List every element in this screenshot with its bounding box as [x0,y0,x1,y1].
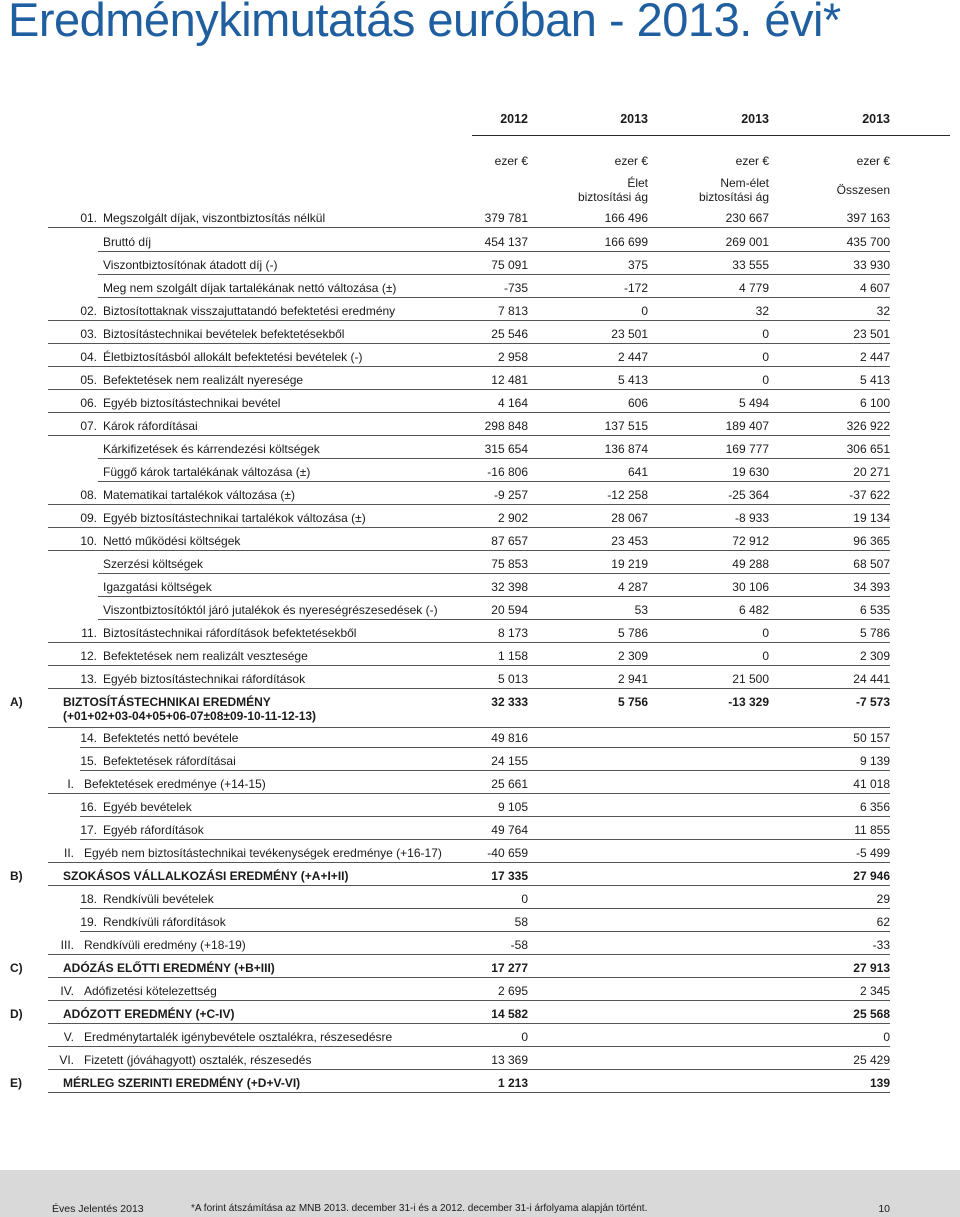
row-value: 34 393 [853,580,890,594]
row-code: 08. [80,488,97,502]
row-value: -735 [503,281,528,295]
row-code: 05. [80,373,97,387]
row-code: 09. [80,511,97,525]
table-row [0,646,960,666]
table-row [0,600,960,620]
col-header-line: Nem-élet [720,176,769,190]
row-label: Egyéb biztosítástechnikai tartalékok változása (±) [103,511,366,525]
table-row [0,416,960,436]
table-row [0,347,960,367]
row-value: 12 481 [491,373,528,387]
row-code: C) [10,961,23,975]
table-row [0,912,960,932]
row-divider [48,665,890,666]
row-value: 29 [876,892,890,906]
row-value: 326 922 [846,419,890,433]
row-value: 14 582 [491,1007,528,1021]
page-title: Eredménykimutatás euróban - 2013. évi* [8,0,841,46]
col-header-nonlife [649,176,769,204]
row-value: 0 [762,373,769,387]
table-row [0,324,960,344]
table-row [0,531,960,551]
row-code: D) [10,1007,23,1021]
row-label: Biztosítástechnikai bevételek befektetésekből [103,327,345,341]
row-value: 0 [762,327,769,341]
table-row [0,439,960,459]
row-divider [48,642,890,643]
row-value: 27 913 [853,961,890,975]
row-label: Egyéb ráfordítások [103,823,204,837]
row-divider [48,527,890,528]
row-code: 15. [80,754,97,768]
table-row [0,751,960,771]
table-row [0,820,960,840]
row-label: Meg nem szolgált díjak tartalékának nettó változása (±) [103,281,397,295]
row-label: Befektetések nem realizált nyeresége [103,373,304,387]
row-divider [98,619,890,620]
row-code: 03. [80,327,97,341]
row-divider [98,251,890,252]
unit-col-1: ezer € [494,154,528,168]
row-label: Rendkívüli bevételek [103,892,214,906]
unit-col-2: ezer € [614,154,648,168]
table-row [0,278,960,298]
row-divider [48,412,890,413]
row-label: Életbiztosításból allokált befektetési bevételek (-) [103,350,363,364]
row-value: 298 848 [484,419,528,433]
row-value: 49 816 [491,731,528,745]
row-value: 269 001 [725,235,769,249]
row-divider [80,770,890,771]
row-code: 04. [80,350,97,364]
table-row [0,935,960,955]
row-value: 23 453 [611,534,648,548]
table-row [0,843,960,863]
row-value: 24 441 [853,672,890,686]
row-value: 1 158 [497,649,528,663]
row-divider [80,931,890,932]
row-value: 23 501 [611,327,648,341]
row-divider [98,481,890,482]
row-value: 49 288 [732,557,769,571]
row-divider [48,977,890,978]
row-value: 2 447 [617,350,648,364]
row-value: 5 756 [617,695,648,709]
row-label: Viszontbiztosítóktól járó jutalékok és nyereségrészesedések (-) [103,603,438,617]
row-value: 6 482 [738,603,769,617]
row-value: 33 555 [732,258,769,272]
row-code: E) [10,1076,22,1090]
row-label: Adófizetési kötelezettség [84,984,217,998]
row-value: 41 018 [853,777,890,791]
row-code: 16. [80,800,97,814]
row-value: 7 813 [497,304,528,318]
row-label: Rendkívüli ráfordítások [103,915,226,929]
table-row [0,232,960,252]
row-value: -8 933 [734,511,769,525]
row-value: 166 496 [604,211,648,225]
row-divider [48,504,890,505]
row-divider [48,227,890,228]
row-code: 10. [80,534,97,548]
row-value: 27 946 [853,869,890,883]
table-row [0,577,960,597]
row-divider [98,458,890,459]
row-value: -40 659 [487,846,528,860]
table-row [0,774,960,794]
row-value: 2 345 [859,984,890,998]
row-value: 2 902 [497,511,528,525]
row-value: 17 335 [491,869,528,883]
row-value: 0 [762,626,769,640]
row-divider [48,366,890,367]
row-divider [80,839,890,840]
row-value: 53 [634,603,648,617]
row-value: 49 764 [491,823,528,837]
row-divider [48,862,890,863]
row-code: III. [60,938,74,952]
row-value: 5 413 [859,373,890,387]
row-code: 14. [80,731,97,745]
row-value: 2 958 [497,350,528,364]
row-value: -37 622 [849,488,890,502]
row-value: -5 499 [855,846,890,860]
row-value: 137 515 [604,419,648,433]
row-value: 8 173 [497,626,528,640]
row-divider [48,550,890,551]
row-value: 306 651 [846,442,890,456]
row-divider [48,1000,890,1001]
row-value: 50 157 [853,731,890,745]
row-value: 0 [641,304,648,318]
footer-page-number: 10 [878,1203,890,1215]
row-value: 397 163 [846,211,890,225]
year-col-3: 2013 [741,112,769,126]
row-value: 5 494 [738,396,769,410]
row-value: -16 806 [487,465,528,479]
divider [472,135,950,136]
row-value: 2 695 [497,984,528,998]
row-value: 2 941 [617,672,648,686]
row-code: 02. [80,304,97,318]
year-col-4: 2013 [862,112,890,126]
table-row [0,669,960,689]
table-row [0,462,960,482]
row-code: I. [67,777,74,791]
table-row [0,866,960,886]
footer-note: *A forint átszámítása az MNB 2013. december 31-i és a 2012. december 31-i árfolyama alapján történt. [191,1203,648,1214]
row-divider [98,274,890,275]
row-value: 0 [521,1030,528,1044]
row-value: -33 [872,938,890,952]
row-label: Egyéb biztosítástechnikai ráfordítások [103,672,306,686]
row-label: Biztosítástechnikai ráfordítások befektetésekből [103,626,357,640]
col-header-line: Élet [627,176,648,190]
row-value: 0 [762,649,769,663]
row-value: 230 667 [725,211,769,225]
row-value: 375 [627,258,648,272]
row-value: 4 607 [859,281,890,295]
row-code: V. [63,1030,74,1044]
row-label: Igazgatási költségek [103,580,212,594]
row-label: Bruttó díj [103,235,152,249]
table-row [0,623,960,643]
row-value: 9 139 [859,754,890,768]
row-value: 6 535 [859,603,890,617]
row-value: 6 356 [859,800,890,814]
row-value: 2 447 [859,350,890,364]
row-value: 9 105 [497,800,528,814]
row-value: 20 271 [853,465,890,479]
col-header-total: Összesen [836,183,890,197]
table-row [0,1004,960,1024]
row-value: 25 568 [853,1007,890,1021]
row-value: 5 786 [859,626,890,640]
row-code: II. [63,846,74,860]
row-value: 11 855 [854,823,890,837]
table-row [0,728,960,748]
row-value: 435 700 [846,235,890,249]
row-code: 11. [81,626,97,640]
table-row [0,370,960,390]
row-label: Rendkívüli eredmény (+18-19) [84,938,246,952]
row-code: 19. [80,915,97,929]
table-row [0,508,960,528]
row-label: Szerzési költségek [103,557,204,571]
col-header-line: biztosítási ág [698,190,769,204]
row-value: 19 630 [732,465,769,479]
row-label: Nettó működési költségek [103,534,241,548]
row-value: 315 654 [484,442,528,456]
row-value: 58 [514,915,528,929]
row-value: 25 546 [491,327,528,341]
row-label: Függő károk tartalékának változása (±) [103,465,311,479]
row-value: 5 013 [497,672,528,686]
row-value: 6 100 [859,396,890,410]
row-divider [48,954,890,955]
row-label: Megszolgált díjak, viszontbiztosítás nélkül [103,211,326,225]
row-label: Befektetések eredménye (+14-15) [84,777,266,791]
row-value: 2 309 [859,649,890,663]
row-code: A) [10,695,23,709]
row-value: 2 309 [617,649,648,663]
table-row [0,393,960,413]
row-divider [80,816,890,817]
row-value: 20 594 [491,603,528,617]
row-value: 87 657 [491,534,528,548]
row-divider [48,688,890,689]
row-code: 07. [80,419,97,433]
year-col-1: 2012 [500,112,528,126]
row-value: 32 333 [491,695,528,709]
table-row [0,981,960,1001]
row-value: -172 [623,281,648,295]
row-label: Befektetés nettó bevétele [103,731,239,745]
row-value: 21 500 [732,672,769,686]
row-value: -7 573 [855,695,890,709]
row-divider [48,793,890,794]
table-row [0,208,960,228]
row-divider [48,1046,890,1047]
row-value: 641 [627,465,648,479]
row-label-formula: (+01+02+03-04+05+06-07±08±09-10-11-12-13) [63,709,317,723]
row-value: 454 137 [484,235,528,249]
row-code: VI. [59,1053,74,1067]
row-value: -9 257 [493,488,528,502]
row-label: ADÓZOTT EREDMÉNY (+C-IV) [63,1007,235,1021]
row-value: 169 777 [725,442,769,456]
table-row [0,255,960,275]
footer-report-name: Éves Jelentés 2013 [52,1203,144,1215]
table-row [0,1027,960,1047]
row-value: 32 [755,304,769,318]
row-value: -25 364 [728,488,769,502]
col-header-line: biztosítási ág [577,190,648,204]
row-value: 24 155 [491,754,528,768]
row-value: 68 507 [853,557,890,571]
row-value: 19 134 [853,511,890,525]
row-value: 75 853 [491,557,528,571]
row-divider [98,573,890,574]
row-label: ADÓZÁS ELŐTTI EREDMÉNY (+B+III) [63,961,275,975]
row-value: 4 779 [738,281,769,295]
row-code: 13. [80,672,97,686]
row-label: Egyéb biztosítástechnikai bevétel [103,396,281,410]
row-label: Egyéb bevételek [103,800,192,814]
row-label: BIZTOSÍTÁSTECHNIKAI EREDMÉNY [63,695,271,709]
table-row [0,958,960,978]
row-value: 5 786 [617,626,648,640]
row-code: 12. [80,649,97,663]
row-divider [48,320,890,321]
row-divider [98,297,890,298]
row-value: 166 699 [604,235,648,249]
unit-col-4: ezer € [856,154,890,168]
row-label: Biztosítottaknak visszajuttatandó befektetési eredmény [103,304,396,318]
row-label: Matematikai tartalékok változása (±) [103,488,295,502]
row-label: Kárkifizetések és kárrendezési költségek [103,442,320,456]
row-value: 62 [876,915,890,929]
row-value: 4 164 [497,396,528,410]
row-code: 17. [80,823,97,837]
row-label: Fizetett (jóváhagyott) osztalék, részesedés [84,1053,312,1067]
row-value: 75 091 [491,258,528,272]
row-code: 06. [80,396,97,410]
row-label: MÉRLEG SZERINTI EREDMÉNY (+D+V-VI) [63,1076,301,1090]
row-divider [48,389,890,390]
year-col-2: 2013 [620,112,648,126]
unit-col-3: ezer € [735,154,769,168]
table-row [0,1050,960,1070]
row-value: -58 [510,938,528,952]
row-value: 32 [876,304,890,318]
row-value: 13 369 [491,1053,528,1067]
row-label: Károk ráfordításai [103,419,198,433]
row-code: IV. [60,984,74,998]
row-value: 189 407 [725,419,769,433]
row-divider [48,1069,890,1070]
row-value: 28 067 [611,511,648,525]
row-value: -13 329 [728,695,769,709]
row-label: Egyéb nem biztosítástechnikai tevékenységek eredménye (+16-17) [84,846,442,860]
row-label: Eredménytartalék igénybevétele osztalékra, részesedésre [84,1030,393,1044]
row-value: 1 213 [497,1076,528,1090]
row-divider [48,885,890,886]
row-value: 17 277 [491,961,528,975]
row-value: 33 930 [853,258,890,272]
row-value: 25 661 [491,777,528,791]
row-value: 32 398 [491,580,528,594]
row-code: B) [10,869,23,883]
row-value: 0 [762,350,769,364]
row-value: 19 219 [611,557,648,571]
row-divider [98,596,890,597]
row-label: SZOKÁSOS VÁLLALKOZÁSI EREDMÉNY (+A+I+II) [63,869,349,883]
table-row [0,797,960,817]
row-value: 4 287 [617,580,648,594]
row-label: Befektetések nem realizált vesztesége [103,649,308,663]
table-row [0,554,960,574]
row-divider [48,343,890,344]
row-divider [48,1092,890,1093]
row-value: 23 501 [853,327,890,341]
row-label: Viszontbiztosítónak átadott díj (-) [103,258,278,272]
row-value: -12 258 [607,488,648,502]
row-code: 01. [80,211,97,225]
row-value: 30 106 [732,580,769,594]
row-label: Befektetések ráfordításai [103,754,236,768]
row-value: 25 429 [853,1053,890,1067]
row-value: 379 781 [484,211,528,225]
table-row-total-a [0,692,960,728]
row-value: 96 365 [853,534,890,548]
table-row [0,889,960,909]
row-value: 136 874 [604,442,648,456]
row-divider [80,908,890,909]
row-value: 139 [869,1076,890,1090]
row-divider [80,747,890,748]
row-value: 0 [883,1030,890,1044]
row-value: 0 [521,892,528,906]
table-row [0,1073,960,1093]
row-value: 606 [627,396,648,410]
table-row [0,301,960,321]
row-value: 72 912 [732,534,769,548]
row-code: 18. [80,892,97,906]
row-divider [48,1023,890,1024]
col-header-life [548,176,648,204]
row-value: 5 413 [617,373,648,387]
table-row [0,485,960,505]
row-divider [48,435,890,436]
